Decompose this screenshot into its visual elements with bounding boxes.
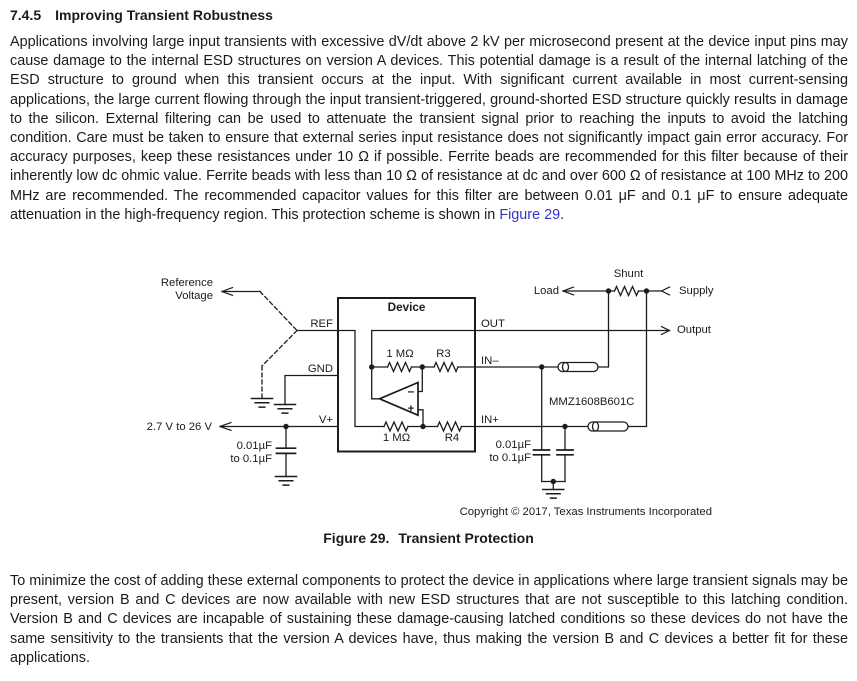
pin-gnd-label: GND [307, 362, 333, 375]
paragraph-2: To minimize the cost of adding these external components to protect the device in applications where large transient signals may be present, version B and C devices are now available with new ESD structures that are not susceptible to this latching condition. Version B and C devices are incapable of sustaining these damage-causing latched conditions so these devices do not have the same sensitivity to the transients that the version A devices have, thus making the version B and C devices a better fit for these applications. [10, 573, 848, 666]
section-title: Improving Transient Robustness [55, 7, 273, 23]
reference-dashed-wires [260, 292, 297, 399]
opamp-plus-sign: + [407, 402, 415, 415]
supply-label: Supply [679, 284, 714, 297]
resistor-r4 [438, 422, 462, 431]
device-label: Device [387, 301, 426, 314]
supply-range-label: 2.7 V to 26 V [146, 421, 212, 433]
pin-out-label: OUT [481, 317, 505, 330]
figure-caption-title: Transient Protection [398, 530, 534, 546]
shunt-label: Shunt [613, 267, 644, 280]
resistor-r4-label: R4 [444, 432, 460, 444]
resistor-1m-top-label: 1 MΩ [386, 347, 414, 360]
ferrite-bead-icon [558, 363, 598, 372]
reference-arrow [222, 288, 260, 296]
resistor-1m-bottom-label: 1 MΩ [382, 432, 411, 444]
pin-in-plus-label: IN+ [481, 413, 499, 426]
resistor-r3-label: R3 [436, 347, 451, 360]
pin-ref-label: REF [310, 317, 333, 330]
capacitor-icon [557, 427, 573, 482]
paragraph-1-period: . [560, 206, 565, 223]
load-label: Load [533, 284, 559, 297]
gnd-wire [285, 376, 338, 405]
capacitor-icon [534, 367, 550, 482]
resistor-1m-top [388, 363, 412, 372]
supply-arrow [662, 287, 670, 295]
pin-in-minus-label: IN– [481, 354, 499, 367]
opamp-minus-sign: – [407, 383, 415, 398]
output-label: Output [677, 324, 711, 336]
resistor-1m-bottom [384, 422, 408, 431]
resistor-r3 [434, 363, 458, 372]
figure-caption-label: Figure 29. [323, 530, 390, 546]
ferrite-bead-part-label: MMZ1608B601C [549, 395, 635, 408]
bypass-cap-value-label: 0.01µF to 0.1µF [230, 440, 272, 465]
reference-voltage-label: Reference Voltage [160, 277, 213, 302]
figure-caption [0, 529, 857, 547]
ferrite-bead-icon [588, 422, 628, 431]
figure-29-link[interactable]: Figure 29 [499, 206, 561, 223]
copyright-notice: Copyright © 2017, Texas Instruments Incorporated [459, 506, 712, 518]
pin-vplus-label: V+ [318, 413, 333, 426]
filter-cap-value-label: 0.01µF to 0.1µF [489, 439, 531, 464]
ground-icon [543, 490, 564, 499]
resistor-shunt [615, 287, 639, 296]
capacitor-icon [277, 427, 296, 477]
ground-icon [276, 477, 297, 486]
paragraph-1-text: Applications involving large input transients with excessive dV/dt above 2 kV per microsecond present at the device input pins may cause damage to the internal ESD structures on version A devices. This potential damage is a result of the internal latching of the ESD structure to ground when this transient occurs at the input. With significant current available in most current-sensing applications, the large current flowing through the input transient-triggered, ground-shorted ESD structure quickly results in damage to the silicon. External filtering can be used to attenuate the transient signal prior to reaching the inputs to avoid the latching condition. Care must be taken to ensure that external series input resistance does not significantly impact gain error accuracy. For accuracy purposes, keep these resistances under 10 Ω if possible. Ferrite beads are recommended for this filter because of their inherently low dc ohmic value. Ferrite beads with less than 10 Ω of resistance at dc and over 600 Ω of resistance at 100 MHz to 200 MHz are recommended. The recommended capacitor values for this filter are between 0.01 μF and 0.1 μF to ensure adequate attenuation in the high-frequency region. This protection scheme is shown in [10, 34, 848, 223]
ground-icon [275, 405, 296, 414]
ground-icon [252, 399, 273, 408]
section-number: 7.4.5 [10, 7, 42, 23]
